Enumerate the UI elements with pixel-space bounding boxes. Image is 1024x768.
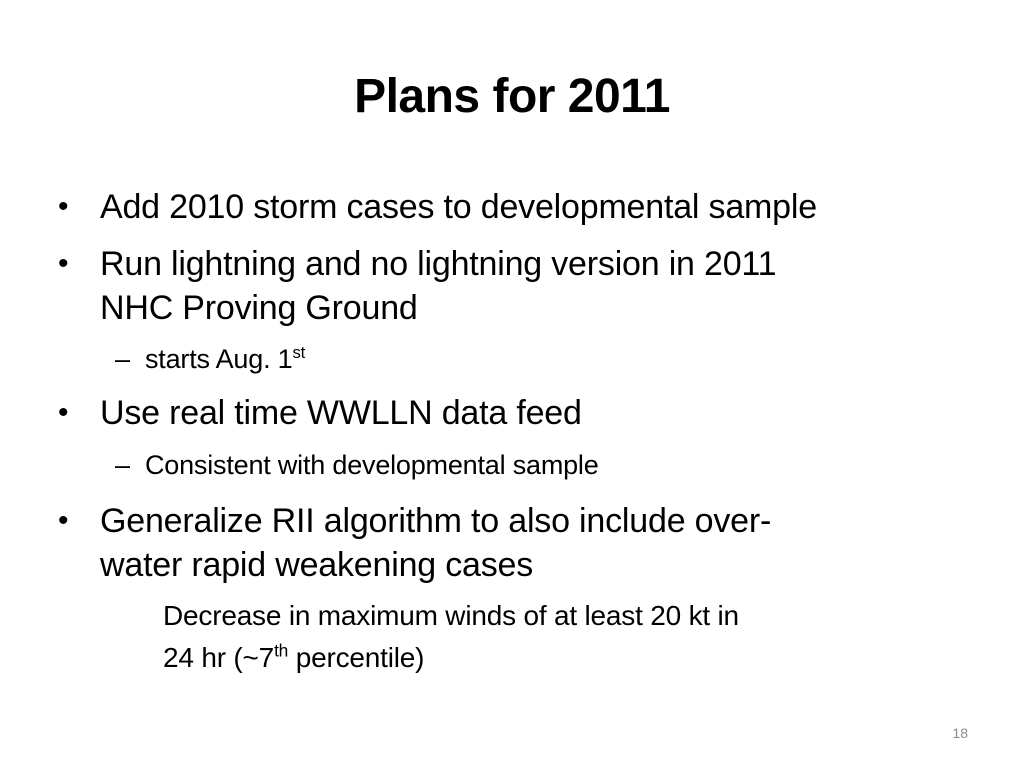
note-line xyxy=(163,640,424,676)
note-text: percentile) xyxy=(288,642,425,673)
superscript: th xyxy=(274,640,289,661)
bullet-dot-icon: • xyxy=(58,396,69,429)
sub-bullet-main: starts Aug. 1 xyxy=(145,344,293,374)
bullet-text: water rapid weakening cases xyxy=(100,546,534,584)
sub-bullet-text xyxy=(145,342,305,376)
bullet-text: Generalize RII algorithm to also include over- xyxy=(100,502,772,540)
page-number: 18 xyxy=(952,725,968,741)
bullet-dot-icon: • xyxy=(58,504,69,537)
sub-bullet-text: Consistent with developmental sample xyxy=(145,450,599,480)
bullet-text: Use real time WWLLN data feed xyxy=(100,394,582,432)
bullet-text: NHC Proving Ground xyxy=(100,289,418,327)
bullet-dot-icon: • xyxy=(58,190,69,223)
dash-icon: – xyxy=(115,450,130,480)
bullet-text: Add 2010 storm cases to developmental sample xyxy=(100,188,817,226)
dash-icon: – xyxy=(115,344,130,374)
bullet-dot-icon: • xyxy=(58,247,69,280)
note-line: Decrease in maximum winds of at least 20 kt in xyxy=(163,600,739,631)
superscript: st xyxy=(292,343,306,362)
slide-title: Plans for 2011 xyxy=(354,70,670,123)
bullet-text: Run lightning and no lightning version in 2011 xyxy=(100,245,777,283)
note-text: 24 hr (~7 xyxy=(163,642,275,673)
